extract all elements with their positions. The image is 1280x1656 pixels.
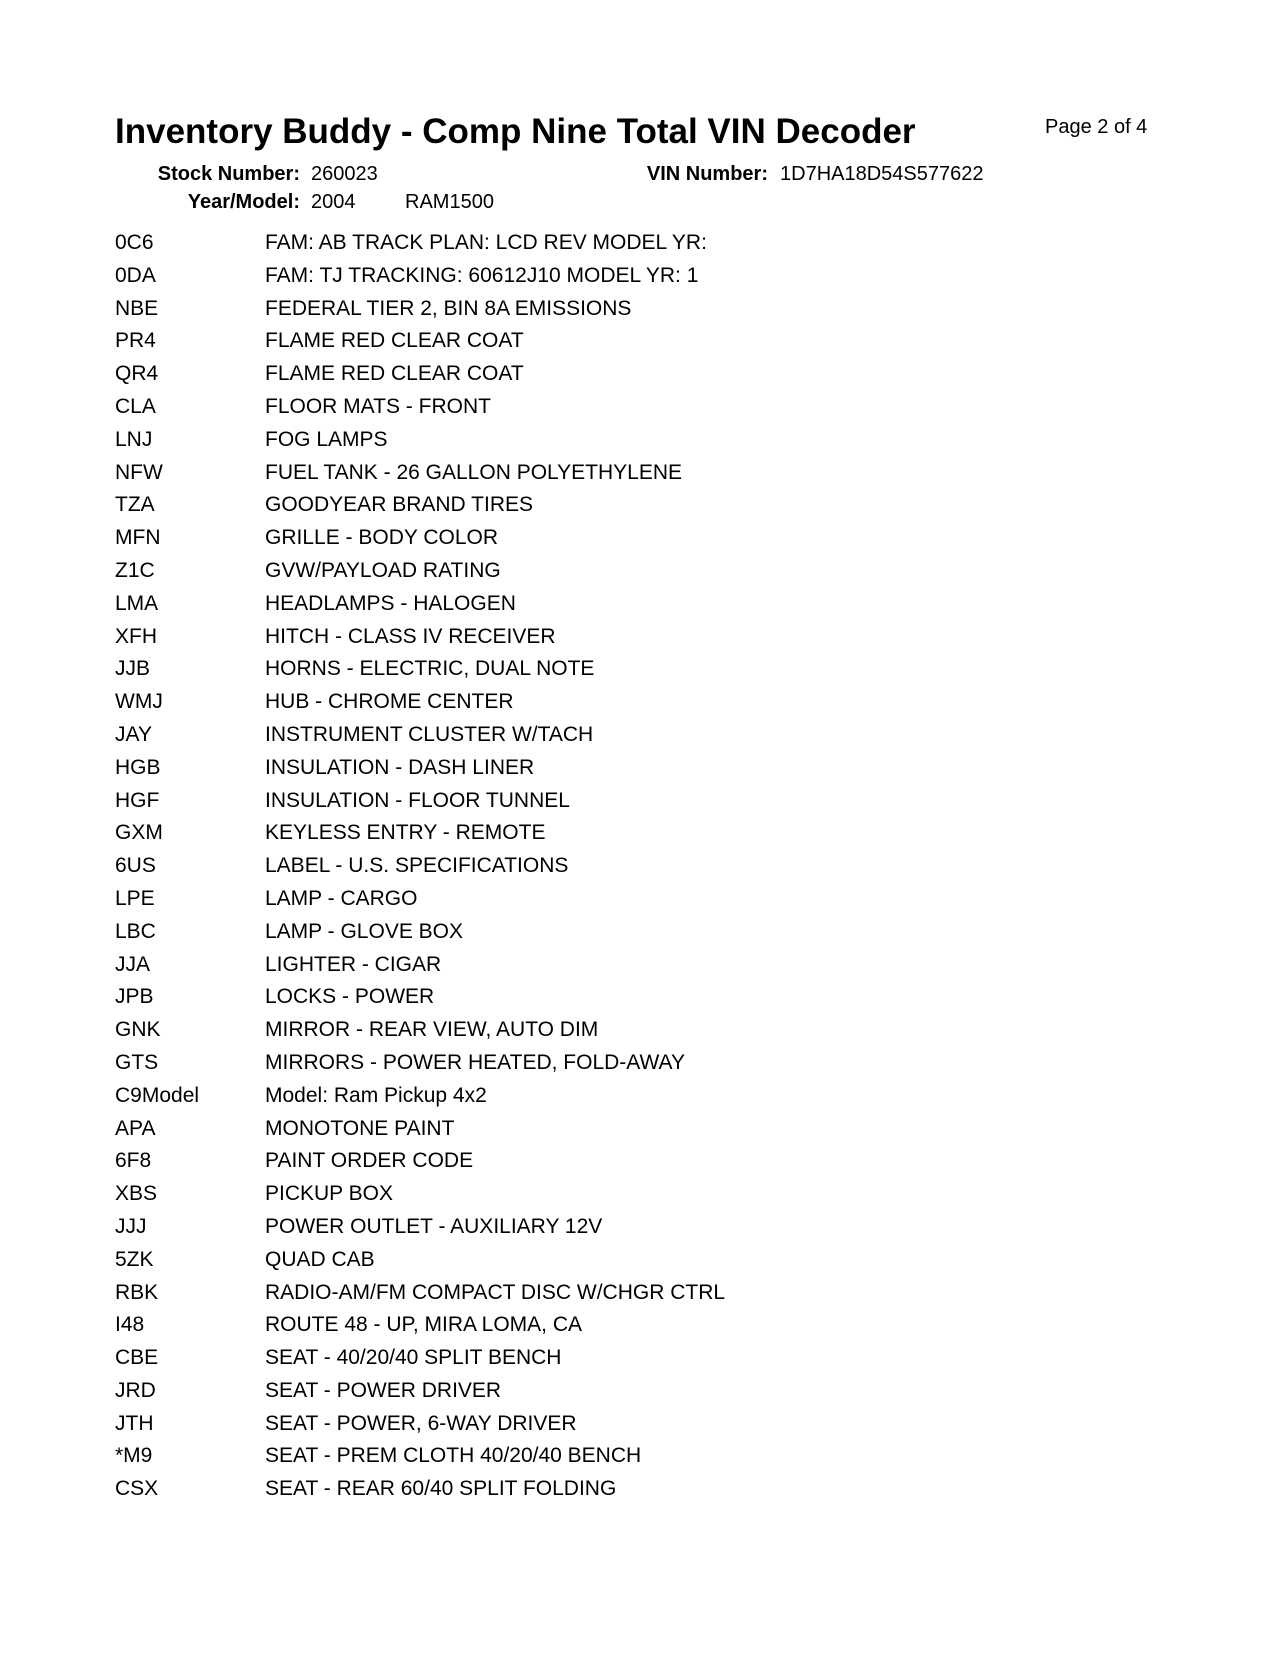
vin-number-value: 1D7HA18D54S577622: [780, 163, 984, 185]
option-description: GOODYEAR BRAND TIRES: [265, 493, 533, 517]
option-description: SEAT - REAR 60/40 SPLIT FOLDING: [265, 1477, 617, 1501]
option-description: MIRRORS - POWER HEATED, FOLD-AWAY: [265, 1050, 686, 1074]
option-code-row: [115, 1277, 725, 1310]
option-code: JTH: [115, 1411, 154, 1435]
option-code: *M9: [115, 1444, 153, 1468]
option-description: KEYLESS ENTRY - REMOTE: [265, 821, 546, 845]
option-code: MFN: [115, 526, 161, 550]
option-code-row: [115, 916, 725, 949]
stock-number-label: Stock Number:: [157, 163, 300, 185]
option-code-row: [115, 981, 725, 1014]
option-code-row: [115, 1473, 725, 1506]
option-code-row: [115, 1047, 725, 1080]
option-description: SEAT - 40/20/40 SPLIT BENCH: [265, 1346, 562, 1370]
option-code: LPE: [115, 886, 155, 910]
option-code-row: [115, 1080, 725, 1113]
option-description: HUB - CHROME CENTER: [265, 690, 514, 714]
option-code: JJJ: [115, 1214, 147, 1238]
option-code: 5ZK: [115, 1247, 154, 1271]
option-code-row: [115, 719, 725, 752]
option-description: LAMP - CARGO: [265, 886, 418, 910]
option-code-row: [115, 817, 725, 850]
option-code: GTS: [115, 1050, 159, 1074]
option-code-row: [115, 260, 725, 293]
option-description: FOG LAMPS: [265, 427, 388, 451]
option-description: PAINT ORDER CODE: [265, 1149, 474, 1173]
option-code: JJB: [115, 657, 151, 681]
option-code: JPB: [115, 985, 154, 1009]
option-code-row: [115, 1342, 725, 1375]
option-code: WMJ: [115, 690, 163, 714]
option-code-row: [115, 325, 725, 358]
option-code: CLA: [115, 394, 156, 418]
option-code-row: [115, 293, 725, 326]
option-code: I48: [115, 1313, 145, 1337]
option-description: Model: Ram Pickup 4x2: [265, 1083, 487, 1107]
year-model-label: Year/Model:: [187, 191, 300, 213]
option-code: LMA: [115, 591, 159, 615]
option-description: POWER OUTLET - AUXILIARY 12V: [265, 1214, 603, 1238]
option-description: FEDERAL TIER 2, BIN 8A EMISSIONS: [265, 296, 632, 320]
option-description: LOCKS - POWER: [265, 985, 435, 1009]
option-description: FLOOR MATS - FRONT: [265, 394, 491, 418]
option-description: GRILLE - BODY COLOR: [265, 526, 499, 550]
document-title: Inventory Buddy - Comp Nine Total VIN Decoder: [115, 112, 916, 151]
option-code: GXM: [115, 821, 163, 845]
model-value: RAM1500: [405, 191, 494, 213]
option-code-row: [115, 752, 725, 785]
option-description: SEAT - POWER DRIVER: [265, 1378, 502, 1402]
option-code: NBE: [115, 296, 159, 320]
option-description: ROUTE 48 - UP, MIRA LOMA, CA: [265, 1313, 583, 1337]
option-code-row: [115, 883, 725, 916]
option-code: CBE: [115, 1346, 159, 1370]
option-code: PR4: [115, 329, 156, 353]
option-code: LBC: [115, 919, 156, 943]
option-code-row: [115, 424, 725, 457]
option-code: JRD: [115, 1378, 156, 1402]
option-code: NFW: [115, 460, 163, 484]
option-description: GVW/PAYLOAD RATING: [265, 558, 501, 582]
option-code-row: [115, 227, 725, 260]
option-code-list: [115, 227, 725, 1506]
option-code-row: [115, 489, 725, 522]
option-code-row: [115, 949, 725, 982]
option-code-row: [115, 785, 725, 818]
option-code: XFH: [115, 624, 157, 648]
option-description: RADIO-AM/FM COMPACT DISC W/CHGR CTRL: [265, 1280, 726, 1304]
option-code-row: [115, 1113, 725, 1146]
option-code-row: [115, 1244, 725, 1277]
option-code-row: [115, 391, 725, 424]
option-code-row: [115, 457, 725, 490]
option-description: LAMP - GLOVE BOX: [265, 919, 464, 943]
option-code: CSX: [115, 1477, 159, 1501]
option-description: HEADLAMPS - HALOGEN: [265, 591, 516, 615]
option-code: 0DA: [115, 263, 156, 287]
option-code-row: [115, 850, 725, 883]
option-code: TZA: [115, 493, 155, 517]
option-description: MONOTONE PAINT: [265, 1116, 455, 1140]
option-code-row: [115, 1178, 725, 1211]
option-description: SEAT - POWER, 6-WAY DRIVER: [265, 1411, 577, 1435]
option-code-row: [115, 621, 725, 654]
option-code: QR4: [115, 362, 159, 386]
option-code: C9Model: [115, 1083, 200, 1107]
option-code: XBS: [115, 1182, 158, 1206]
vin-number-label: VIN Number:: [646, 163, 768, 185]
option-description: SEAT - PREM CLOTH 40/20/40 BENCH: [265, 1444, 642, 1468]
option-code: GNK: [115, 1018, 161, 1042]
option-code-row: [115, 1408, 725, 1441]
option-code-row: [115, 653, 725, 686]
option-code-row: [115, 1440, 725, 1473]
option-description: FUEL TANK - 26 GALLON POLYETHYLENE: [265, 460, 683, 484]
option-code-row: [115, 1211, 725, 1244]
option-code-row: [115, 1309, 725, 1342]
option-code-row: [115, 522, 725, 555]
option-description: FLAME RED CLEAR COAT: [265, 329, 524, 353]
option-code: APA: [115, 1116, 156, 1140]
option-code: JJA: [115, 952, 151, 976]
option-code: Z1C: [115, 558, 155, 582]
option-code-row: [115, 588, 725, 621]
option-code-row: [115, 1375, 725, 1408]
page-number: Page 2 of 4: [1045, 116, 1148, 138]
option-description: FLAME RED CLEAR COAT: [265, 362, 524, 386]
option-code-row: [115, 686, 725, 719]
option-description: INSTRUMENT CLUSTER W/TACH: [265, 722, 594, 746]
option-code: HGF: [115, 788, 160, 812]
option-description: FAM: AB TRACK PLAN: LCD REV MODEL YR:: [265, 231, 707, 254]
option-code-row: [115, 555, 725, 588]
option-description: HORNS - ELECTRIC, DUAL NOTE: [265, 657, 595, 681]
option-code-row: [115, 358, 725, 391]
option-code: HGB: [115, 755, 161, 779]
option-code: 0C6: [115, 231, 154, 254]
option-code: 6US: [115, 854, 156, 878]
option-code: 6F8: [115, 1149, 152, 1173]
option-description: FAM: TJ TRACKING: 60612J10 MODEL YR: 1: [265, 263, 699, 287]
stock-number-value: 260023: [311, 163, 378, 185]
option-description: INSULATION - FLOOR TUNNEL: [265, 788, 570, 812]
option-description: PICKUP BOX: [265, 1182, 393, 1206]
option-description: QUAD CAB: [265, 1247, 375, 1271]
option-code-row: [115, 1014, 725, 1047]
option-description: HITCH - CLASS IV RECEIVER: [265, 624, 556, 648]
option-code: RBK: [115, 1280, 159, 1304]
year-value: 2004: [311, 191, 356, 213]
option-code-row: [115, 1145, 725, 1178]
option-code: JAY: [115, 722, 152, 746]
option-description: INSULATION - DASH LINER: [265, 755, 535, 779]
option-description: LABEL - U.S. SPECIFICATIONS: [265, 854, 569, 878]
option-description: LIGHTER - CIGAR: [265, 952, 442, 976]
option-description: MIRROR - REAR VIEW, AUTO DIM: [265, 1018, 599, 1042]
option-code: LNJ: [115, 427, 153, 451]
